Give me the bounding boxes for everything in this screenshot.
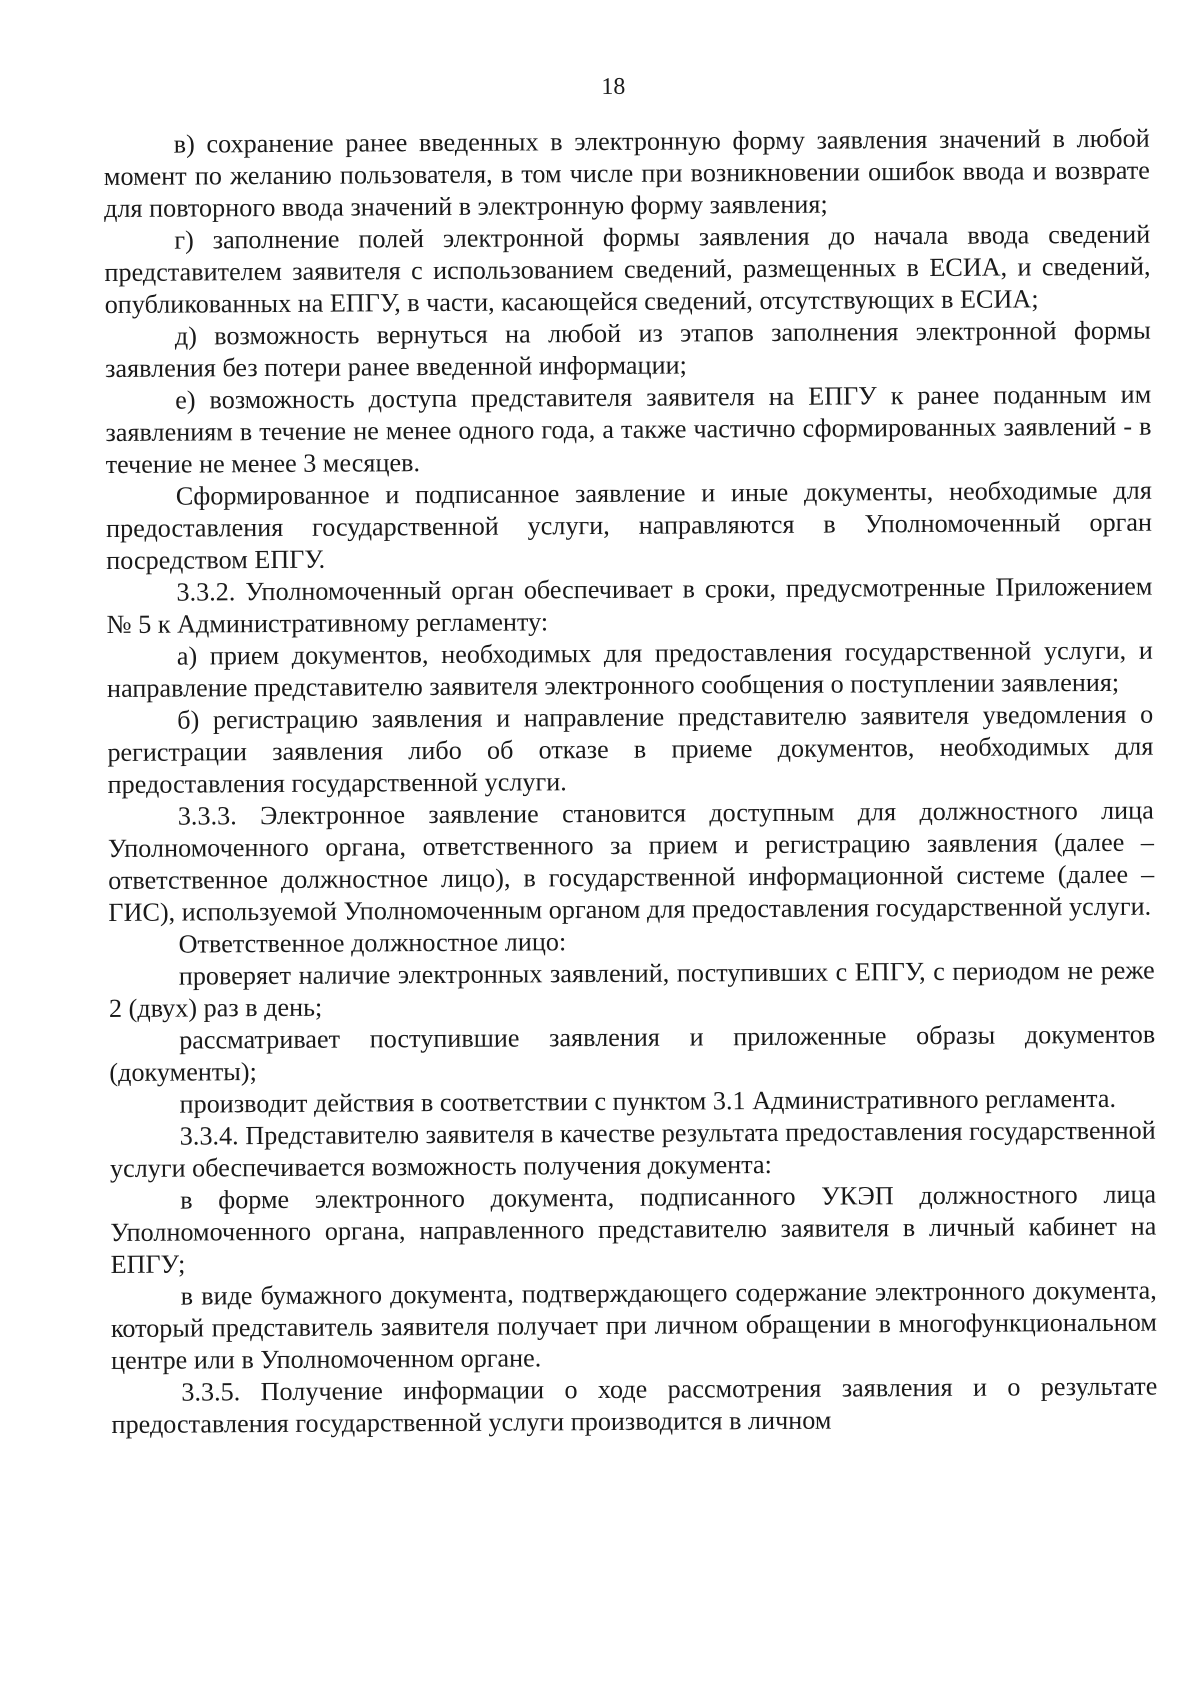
paragraph: Ответственное должностное лицо: (178, 927, 567, 959)
paragraph: в форме электронного документа, подписанного УКЭП должностного лица Уполномоченного органа, направленного представителю заявителя в личный кабинет на ЕПГУ; (110, 1179, 1157, 1279)
paragraph: 3.3.5. Получение информации о ходе рассмотрения заявления и о результате предоставления государственной услуги производится в личном (111, 1371, 1158, 1439)
page-number: 18 (601, 73, 626, 100)
paragraph: е) возможность доступа представителя заявителя на ЕПГУ к ранее поданным им заявлениям в течение не менее одного года, а также частично сформированных заявлений - в течение не менее 3 месяцев. (105, 379, 1152, 480)
document-body (104, 123, 1158, 1441)
paragraph: рассматривает поступившие заявления и приложенные образы документов (документы); (109, 1019, 1156, 1088)
paragraph: г) заполнение полей электронной формы заявления до начала ввода сведений представителем заявителя с использованием сведений, размещенных в ЕСИА, и сведений, опубликованных на ЕПГУ, в части, касающейся сведений, отсутствующих в ЕСИА; (104, 219, 1151, 320)
paragraph: а) прием документов, необходимых для предоставления государственной услуги, и направление представителю заявителя электронного сообщения о поступлении заявления; (106, 635, 1153, 704)
paragraph: д) возможность вернуться на любой из этапов заполнения электронной формы заявления без потери ранее введенной информации; (104, 315, 1151, 384)
paragraph: проверяет наличие электронных заявлений, поступивших с ЕПГУ, с периодом не реже 2 (двух) раз в день; (108, 955, 1155, 1024)
paragraph: 3.3.4. Представителю заявителя в качестве результата предоставления государственной услуги обеспечивается возможность получения документа: (109, 1115, 1156, 1183)
paragraph: 3.3.2. Уполномоченный орган обеспечивает в сроки, предусмотренные Приложением № 5 к Административному регламенту: (106, 571, 1153, 640)
paragraph: в) сохранение ранее введенных в электронную форму заявления значений в любой момент по желанию пользователя, в том числе при возникновении ошибок ввода и возврате для повторного ввода значений в электронную форму заявления; (103, 123, 1150, 224)
paragraph: 3.3.3. Электронное заявление становится доступным для должностного лица Уполномоченного органа, ответственного за прием и регистрацию заявления (далее – ответственное должностное лицо), в государственной информационной системе (далее – ГИС), используемой Уполномоченным органом для предоставления государственной услуги. (107, 795, 1155, 928)
paragraph: б) регистрацию заявления и направление представителю заявителя уведомления о регистрации заявления либо об отказе в приеме документов, необходимых для предоставления государственной услуги. (107, 699, 1154, 800)
paragraph: в виде бумажного документа, подтверждающего содержание электронного документа, который представитель заявителя получает при личном обращении в многофункциональном центре или в Уполномоченном органе. (110, 1275, 1157, 1375)
paragraph: Сформированное и подписанное заявление и иные документы, необходимые для предоставления государственной услуги, направляются в Уполномоченный орган посредством ЕПГУ. (105, 475, 1153, 576)
paragraph: производит действия в соответствии с пунктом 3.1 Административного регламента. (179, 1083, 1117, 1119)
